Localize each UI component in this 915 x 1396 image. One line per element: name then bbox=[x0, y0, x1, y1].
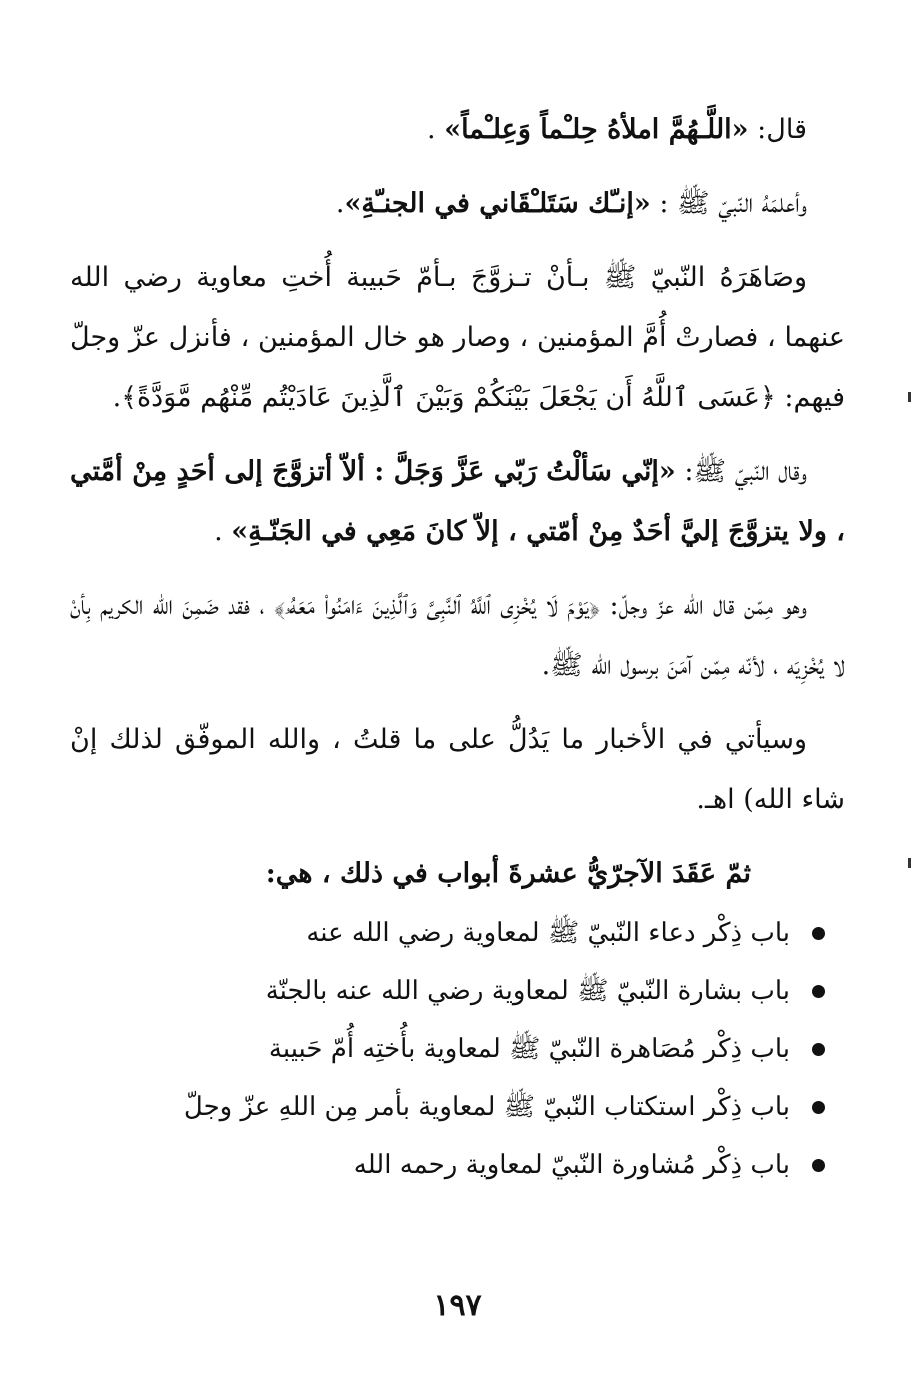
paragraph-2-end: . bbox=[335, 188, 345, 219]
bullet-icon bbox=[812, 1101, 825, 1114]
paragraph-1-quote: «اللَّـهُمَّ املأهُ حِلـْماً وَعِلـْماً» bbox=[444, 114, 749, 145]
paragraph-3-end: . bbox=[112, 382, 122, 413]
paragraph-5-intro: وهو مِمّن قال الله عزّ وجلّ: bbox=[600, 590, 807, 621]
list-item bbox=[70, 904, 845, 962]
paragraph-1-end: . bbox=[427, 114, 445, 145]
paragraph-2-quote: «إنـّك سَتَلـْقَاني في الجنـّةِ» bbox=[344, 188, 651, 219]
paragraph-2 bbox=[70, 174, 845, 234]
page-body bbox=[70, 100, 845, 1356]
paragraph-3 bbox=[70, 248, 845, 428]
paragraph-3-intro: وصَاهَرَهُ النّبيّ ﷺ بـأنْ تـزوَّجَ بـأمّ حَبيبة أُختِ معاوية رضي الله عنهما ، فصارتْ أُمَّ المؤمنين ، وصار هو خال المؤمنين ، فأنزل عزّ وجلّ فيهم: bbox=[70, 262, 845, 413]
paragraph-1 bbox=[70, 100, 845, 160]
list-item-text: باب ذِكْر مُصَاهرة النّبيّ ﷺ لمعاوية بأُختِه أُمّ حَبيبة bbox=[268, 1034, 790, 1064]
bullet-icon bbox=[812, 927, 825, 940]
list-item-text: باب ذِكْر دعاء النّبيّ ﷺ لمعاوية رضي الله عنه bbox=[306, 918, 790, 948]
bullet-icon bbox=[812, 1043, 825, 1056]
paragraph-6 bbox=[70, 710, 845, 830]
list-item bbox=[70, 1136, 845, 1194]
paragraph-4-quote: «إنّي سَألْتُ رَبّي عَزَّ وَجَلَّ : ألاّ أتزوَّجَ إلى أحَدٍ مِنْ أمَّتي ، ولا يتزوَّجَ إليَّ أحَدٌ مِنْ أمّتي ، إلاّ كانَ مَعِي في الجَنّـةِ» bbox=[70, 456, 845, 547]
chapters-list bbox=[70, 904, 845, 1194]
scan-edge-mark bbox=[908, 392, 911, 402]
list-item-text: باب بشارة النّبيّ ﷺ لمعاوية رضي الله عنه بالجنّة bbox=[265, 976, 790, 1006]
paragraph-2-intro: وأعلمَهُ النّبيّ ﷺ : bbox=[650, 188, 807, 219]
section-heading: ثمّ عَقَدَ الآجرّيُّ عشرةَ أبواب في ذلك ، هي: bbox=[265, 858, 751, 889]
list-item bbox=[70, 1020, 845, 1078]
bullet-icon bbox=[812, 1159, 825, 1172]
list-item-text: باب ذِكْر استكتاب النّبيّ ﷺ لمعاوية بأمر مِن اللهِ عزّ وجلّ bbox=[183, 1092, 790, 1122]
list-item bbox=[70, 962, 845, 1020]
paragraph-4 bbox=[70, 442, 845, 562]
paragraph-4-end: . bbox=[214, 516, 232, 547]
paragraph-5-end: ، فقد ضَمِنَ الله الكريم بِأنْ لا يُخْزِيَه ، لأنّه مِمّن آمَنَ برسول الله ﷺ. bbox=[70, 590, 845, 681]
page-number: ١٩٧ bbox=[433, 1288, 482, 1323]
list-item-text: باب ذِكْر مُشاورة النّبيّ لمعاوية رحمه الله bbox=[353, 1150, 790, 1180]
scan-edge-mark bbox=[908, 858, 911, 868]
paragraph-4-intro: وقال النّبيّ ﷺ: bbox=[675, 456, 807, 487]
bullet-icon bbox=[812, 985, 825, 998]
list-item bbox=[70, 1078, 845, 1136]
paragraph-6-text: وسيأتي في الأخبار ما يَدُلُّ على ما قلتُ ، والله الموفّق لذلك إنْ شاء الله) اهـ. bbox=[70, 724, 845, 815]
paragraph-3-verse: ﴿عَسَى ٱللَّهُ أَن يَجْعَلَ بَيْنَكُمْ وَبَيْنَ ٱلَّذِينَ عَادَيْتُم مِّنْهُم مَّوَدَّةً﴾ bbox=[121, 382, 776, 413]
paragraph-1-intro: قال: bbox=[748, 114, 807, 145]
paragraph-5-verse: ﴿يَوْمَ لَا يُخْزِى ٱللَّهُ ٱلنَّبِىَّ وَٱلَّذِينَ ءَامَنُوا۟ مَعَهُۥ﴾ bbox=[274, 590, 601, 621]
paragraph-5 bbox=[70, 576, 845, 696]
